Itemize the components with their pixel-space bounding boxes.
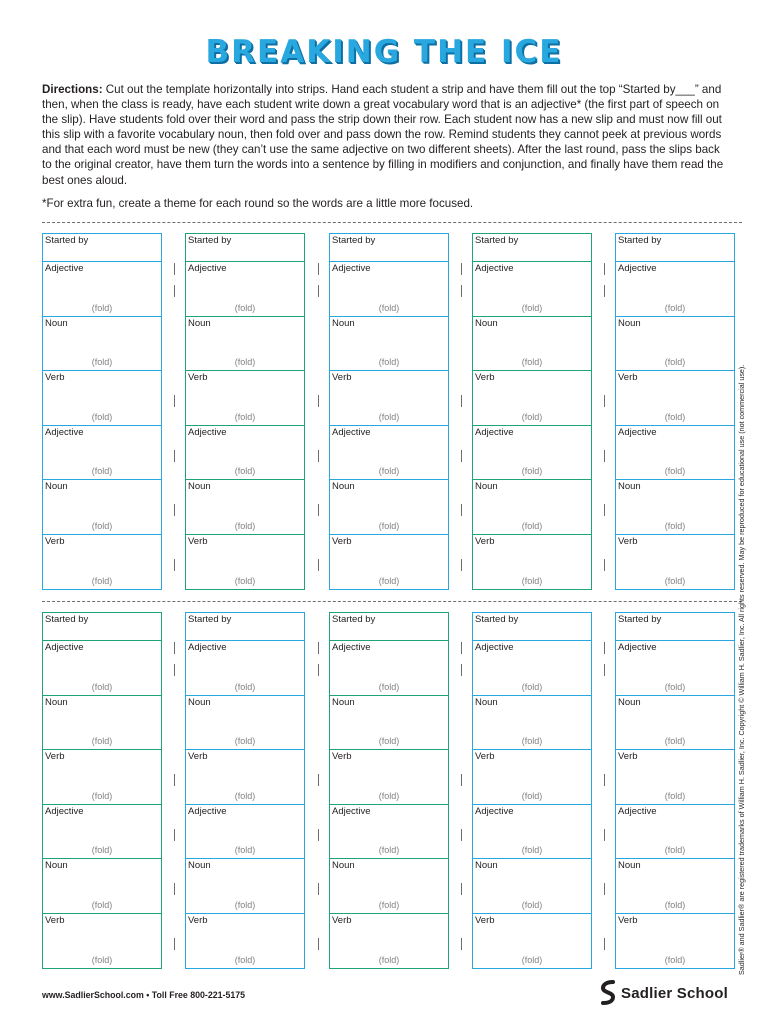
vertical-cut-mark (604, 450, 605, 462)
fold-label: (fold) (664, 357, 686, 367)
word-cell-label: Noun (332, 696, 355, 708)
word-cell-verb[interactable] (330, 914, 448, 969)
word-cell-noun[interactable] (43, 480, 161, 535)
word-cell-verb[interactable] (473, 750, 591, 805)
word-cell-verb[interactable] (330, 750, 448, 805)
word-cell-verb[interactable] (473, 914, 591, 969)
vocab-strip (615, 612, 735, 969)
vocab-strip (185, 233, 305, 590)
word-cell-noun[interactable] (330, 317, 448, 372)
vertical-cut-mark (461, 263, 462, 275)
fold-label: (fold) (91, 955, 113, 965)
fold-label: (fold) (234, 845, 256, 855)
vertical-cut-mark (604, 263, 605, 275)
fold-label: (fold) (91, 302, 113, 313)
word-cell-label: Noun (45, 481, 68, 492)
vertical-cut-mark (604, 938, 605, 950)
fold-label: (fold) (521, 520, 543, 531)
word-cell-label: Adjective (188, 642, 227, 653)
vertical-cut-mark (604, 829, 605, 841)
word-cell-adjective[interactable] (473, 426, 591, 481)
vertical-cut-mark (461, 642, 462, 654)
fold-label: (fold) (91, 466, 113, 476)
word-cell-noun[interactable] (616, 317, 734, 372)
word-cell-adjective[interactable] (330, 426, 448, 481)
fold-label: (fold) (521, 466, 543, 476)
fold-label: (fold) (664, 899, 686, 910)
word-cell-verb[interactable] (186, 914, 304, 969)
fold-label: (fold) (664, 520, 686, 531)
vertical-cut-mark (318, 664, 319, 676)
cut-line-middle (42, 601, 742, 602)
fold-label: (fold) (378, 576, 400, 586)
vertical-cut-mark (604, 395, 605, 407)
vertical-cut-mark (318, 774, 319, 786)
word-cell-verb[interactable] (616, 914, 734, 969)
word-cell-adjective[interactable] (330, 805, 448, 860)
word-cell-label: Verb (188, 751, 208, 762)
vertical-cut-mark (174, 938, 175, 950)
fold-label: (fold) (234, 302, 256, 313)
word-cell-adjective[interactable] (616, 805, 734, 860)
word-cell-label: Verb (188, 372, 208, 383)
word-cell-noun[interactable] (473, 696, 591, 751)
word-cell-adjective[interactable] (330, 641, 448, 696)
vertical-cut-mark (461, 395, 462, 407)
vertical-cut-mark (461, 285, 462, 297)
vocab-strip (185, 612, 305, 969)
fold-label: (fold) (378, 955, 400, 965)
word-cell-adjective[interactable] (473, 805, 591, 860)
vertical-cut-mark (174, 883, 175, 895)
word-cell-label: Verb (618, 914, 638, 926)
word-cell-adjective[interactable] (186, 426, 304, 481)
fold-label: (fold) (521, 899, 543, 910)
word-cell-label: Adjective (45, 426, 84, 438)
vertical-cut-mark (461, 504, 462, 516)
word-cell-noun[interactable] (616, 859, 734, 914)
word-cell-adjective[interactable] (616, 641, 734, 696)
vertical-cut-mark (318, 559, 319, 571)
word-cell-verb[interactable] (43, 750, 161, 805)
word-cell-label: Adjective (332, 263, 371, 274)
fold-label: (fold) (234, 411, 256, 422)
extra-fun-note: *For extra fun, create a theme for each round so the words are a little more focused. (42, 197, 474, 210)
vertical-cut-mark (174, 774, 175, 786)
word-cell-label: Verb (618, 535, 638, 547)
fold-label: (fold) (378, 790, 400, 801)
fold-label: (fold) (521, 411, 543, 422)
word-cell-label: Verb (475, 372, 495, 383)
fold-label: (fold) (91, 790, 113, 801)
word-cell-label: Noun (188, 860, 211, 871)
word-cell-verb[interactable] (43, 535, 161, 590)
vertical-cut-mark (604, 504, 605, 516)
sadlier-logo (600, 980, 728, 1006)
word-cell-label: Adjective (332, 426, 371, 438)
started-by-cell[interactable] (330, 613, 448, 641)
word-cell-adjective[interactable] (186, 641, 304, 696)
fold-label: (fold) (378, 302, 400, 313)
word-cell-label: Adjective (45, 642, 84, 653)
word-cell-label: Verb (188, 535, 208, 547)
word-cell-label: Adjective (618, 426, 657, 438)
word-cell-adjective[interactable] (473, 641, 591, 696)
word-cell-adjective[interactable] (186, 805, 304, 860)
fold-label: (fold) (664, 466, 686, 476)
fold-label: (fold) (234, 899, 256, 910)
vocab-strip (329, 233, 449, 590)
vocab-strip (329, 612, 449, 969)
fold-label: (fold) (664, 576, 686, 586)
started-by-cell[interactable] (616, 613, 734, 641)
word-cell-label: Verb (618, 372, 638, 383)
vertical-cut-mark (461, 559, 462, 571)
word-cell-label: Verb (45, 751, 65, 762)
started-by-label: Started by (475, 614, 519, 625)
started-by-cell[interactable] (186, 234, 304, 262)
word-cell-adjective[interactable] (616, 426, 734, 481)
word-cell-verb[interactable] (43, 914, 161, 969)
fold-label: (fold) (521, 845, 543, 855)
vocab-strip (615, 233, 735, 590)
fold-label: (fold) (378, 520, 400, 531)
word-cell-label: Adjective (332, 805, 371, 817)
vocab-strip (42, 233, 162, 590)
word-cell-noun[interactable] (43, 859, 161, 914)
vertical-cut-mark (604, 664, 605, 676)
fold-label: (fold) (91, 357, 113, 367)
started-by-cell[interactable] (186, 613, 304, 641)
word-cell-adjective[interactable] (43, 805, 161, 860)
vertical-cut-mark (174, 263, 175, 275)
fold-label: (fold) (664, 302, 686, 313)
fold-label: (fold) (234, 466, 256, 476)
word-cell-label: Verb (45, 372, 65, 383)
started-by-cell[interactable] (616, 234, 734, 262)
fold-label: (fold) (378, 357, 400, 367)
word-cell-noun[interactable] (330, 859, 448, 914)
word-cell-label: Noun (45, 317, 68, 329)
fold-label: (fold) (91, 681, 113, 692)
vertical-cut-mark (174, 642, 175, 654)
vocab-strip (42, 612, 162, 969)
word-cell-label: Noun (332, 317, 355, 329)
word-cell-label: Adjective (475, 426, 514, 438)
vertical-cut-mark (318, 285, 319, 297)
fold-label: (fold) (378, 681, 400, 692)
page-title: BREAKING THE ICE (205, 34, 563, 70)
word-cell-adjective[interactable] (616, 262, 734, 317)
word-cell-noun[interactable] (43, 696, 161, 751)
word-cell-label: Noun (188, 317, 211, 329)
word-cell-verb[interactable] (616, 750, 734, 805)
word-cell-label: Noun (188, 696, 211, 708)
word-cell-label: Adjective (188, 263, 227, 274)
word-cell-verb[interactable] (186, 750, 304, 805)
word-cell-adjective[interactable] (43, 426, 161, 481)
directions-paragraph (42, 82, 732, 188)
word-cell-noun[interactable] (473, 480, 591, 535)
fold-label: (fold) (378, 411, 400, 422)
vertical-cut-mark (604, 642, 605, 654)
started-by-label: Started by (618, 235, 662, 246)
fold-label: (fold) (234, 955, 256, 965)
footer-contact[interactable]: www.SadlierSchool.com • Toll Free 800-221-5175 (42, 990, 246, 1000)
vertical-cut-mark (318, 504, 319, 516)
started-by-cell[interactable] (43, 613, 161, 641)
word-cell-label: Noun (618, 860, 641, 871)
started-by-label: Started by (188, 235, 232, 246)
vertical-cut-mark (461, 938, 462, 950)
word-cell-label: Adjective (188, 426, 227, 438)
word-cell-verb[interactable] (616, 535, 734, 590)
fold-label: (fold) (521, 681, 543, 692)
word-cell-noun[interactable] (330, 696, 448, 751)
word-cell-noun[interactable] (186, 859, 304, 914)
fold-label: (fold) (91, 899, 113, 910)
word-cell-label: Noun (332, 860, 355, 871)
vertical-cut-mark (461, 774, 462, 786)
word-cell-noun[interactable] (616, 696, 734, 751)
fold-label: (fold) (664, 736, 686, 746)
started-by-label: Started by (332, 235, 376, 246)
word-cell-verb[interactable] (186, 371, 304, 426)
word-cell-label: Noun (475, 317, 498, 329)
fold-label: (fold) (521, 790, 543, 801)
fold-label: (fold) (91, 411, 113, 422)
fold-label: (fold) (521, 357, 543, 367)
vertical-cut-mark (318, 263, 319, 275)
word-cell-noun[interactable] (473, 859, 591, 914)
vertical-cut-mark (318, 938, 319, 950)
fold-label: (fold) (521, 302, 543, 313)
word-cell-label: Adjective (45, 263, 84, 274)
vertical-cut-mark (604, 883, 605, 895)
fold-label: (fold) (664, 681, 686, 692)
word-cell-verb[interactable] (616, 371, 734, 426)
fold-label: (fold) (378, 899, 400, 910)
word-cell-verb[interactable] (473, 535, 591, 590)
word-cell-label: Adjective (475, 642, 514, 653)
vertical-cut-mark (318, 450, 319, 462)
word-cell-label: Adjective (618, 263, 657, 274)
vertical-cut-mark (174, 664, 175, 676)
started-by-label: Started by (45, 235, 89, 246)
started-by-cell[interactable] (43, 234, 161, 262)
word-cell-label: Verb (618, 751, 638, 762)
word-cell-noun[interactable] (186, 696, 304, 751)
vertical-cut-mark (461, 883, 462, 895)
started-by-label: Started by (188, 614, 232, 625)
word-cell-verb[interactable] (330, 535, 448, 590)
vertical-cut-mark (461, 829, 462, 841)
word-cell-label: Adjective (332, 642, 371, 653)
fold-label: (fold) (234, 681, 256, 692)
word-cell-adjective[interactable] (330, 262, 448, 317)
word-cell-label: Verb (475, 914, 495, 926)
fold-label: (fold) (378, 736, 400, 746)
vertical-cut-mark (174, 450, 175, 462)
fold-label: (fold) (664, 845, 686, 855)
word-cell-label: Adjective (188, 805, 227, 817)
word-cell-adjective[interactable] (186, 262, 304, 317)
vocab-strip (472, 233, 592, 590)
word-cell-noun[interactable] (43, 317, 161, 372)
sadlier-logo-text: Sadlier School (621, 984, 728, 1002)
fold-label: (fold) (91, 576, 113, 586)
fold-label: (fold) (521, 576, 543, 586)
vertical-cut-mark (174, 504, 175, 516)
vertical-cut-mark (174, 559, 175, 571)
vocab-strip (472, 612, 592, 969)
word-cell-noun[interactable] (186, 480, 304, 535)
fold-label: (fold) (664, 955, 686, 965)
fold-label: (fold) (378, 845, 400, 855)
started-by-cell[interactable] (473, 234, 591, 262)
started-by-label: Started by (475, 235, 519, 246)
fold-label: (fold) (234, 576, 256, 586)
word-cell-adjective[interactable] (473, 262, 591, 317)
fold-label: (fold) (521, 955, 543, 965)
word-cell-label: Noun (475, 860, 498, 871)
vertical-cut-mark (318, 829, 319, 841)
word-cell-adjective[interactable] (43, 262, 161, 317)
fold-label: (fold) (378, 466, 400, 476)
word-cell-label: Noun (45, 860, 68, 871)
word-cell-verb[interactable] (43, 371, 161, 426)
word-cell-label: Adjective (475, 805, 514, 817)
vertical-cut-mark (604, 285, 605, 297)
vertical-cut-mark (604, 774, 605, 786)
fold-label: (fold) (91, 845, 113, 855)
vertical-cut-mark (174, 395, 175, 407)
word-cell-verb[interactable] (186, 535, 304, 590)
word-cell-label: Noun (618, 481, 641, 492)
word-cell-label: Verb (475, 535, 495, 547)
word-cell-label: Verb (45, 535, 65, 547)
word-cell-label: Adjective (618, 805, 657, 817)
word-cell-adjective[interactable] (43, 641, 161, 696)
cut-line-top (42, 222, 742, 223)
word-cell-verb[interactable] (473, 371, 591, 426)
word-cell-verb[interactable] (330, 371, 448, 426)
vertical-cut-mark (461, 450, 462, 462)
vertical-cut-mark (174, 285, 175, 297)
fold-label: (fold) (521, 736, 543, 746)
word-cell-label: Noun (618, 696, 641, 708)
fold-label: (fold) (91, 520, 113, 531)
started-by-label: Started by (45, 614, 89, 625)
fold-label: (fold) (234, 790, 256, 801)
vertical-cut-mark (461, 664, 462, 676)
word-cell-label: Adjective (45, 805, 84, 817)
vertical-cut-mark (318, 642, 319, 654)
fold-label: (fold) (234, 736, 256, 746)
word-cell-label: Verb (332, 372, 352, 383)
word-cell-label: Noun (45, 696, 68, 708)
started-by-cell[interactable] (473, 613, 591, 641)
directions-label: Directions: (42, 83, 103, 96)
word-cell-label: Adjective (475, 263, 514, 274)
word-cell-label: Noun (475, 481, 498, 492)
vertical-cut-mark (318, 395, 319, 407)
word-cell-noun[interactable] (616, 480, 734, 535)
fold-label: (fold) (234, 357, 256, 367)
word-cell-label: Noun (332, 481, 355, 492)
directions-text: Cut out the template horizontally into strips. Hand each student a strip and have them fill out the top “Started by___” and then, when the class is ready, have each student write down a great vocabulary word that is an adjective* (the first part of speech on the slip). Have students fold over their word and pass the strip down their row. Each student now has a new slip and must now fill out this slip with a favorite vocabulary noun, then fold over and pass down the row. Remind students they cannot peek at previous words and that each word must be new (they can’t use the same adjective on two different sheets). After the last round, pass the slips back to the original creator, have them turn the words into a sentence by filling in modifiers and conjunction, and finally have them read the best ones aloud. (42, 83, 724, 187)
fold-label: (fold) (91, 736, 113, 746)
word-cell-noun[interactable] (473, 317, 591, 372)
fold-label: (fold) (664, 790, 686, 801)
sadlier-logo-icon (600, 980, 616, 1006)
word-cell-label: Noun (188, 481, 211, 492)
fold-label: (fold) (664, 411, 686, 422)
word-cell-label: Verb (332, 535, 352, 547)
fold-label: (fold) (234, 520, 256, 531)
word-cell-label: Noun (475, 696, 498, 708)
word-cell-label: Adjective (618, 642, 657, 653)
word-cell-label: Verb (332, 751, 352, 762)
copyright-notice: Sadlier® and Sadlier® are registered trademarks of William H. Sadlier, Inc. Copyright © William H. Sadlier, Inc. All rights reserved. May be reproduced for educational use (not commercial use). (737, 364, 746, 975)
started-by-label: Started by (332, 614, 376, 625)
vertical-cut-mark (174, 829, 175, 841)
word-cell-label: Verb (475, 751, 495, 762)
word-cell-noun[interactable] (186, 317, 304, 372)
word-cell-noun[interactable] (330, 480, 448, 535)
word-cell-label: Verb (188, 914, 208, 926)
word-cell-label: Verb (332, 914, 352, 926)
word-cell-label: Verb (45, 914, 65, 926)
word-cell-label: Noun (618, 317, 641, 329)
started-by-label: Started by (618, 614, 662, 625)
started-by-cell[interactable] (330, 234, 448, 262)
vertical-cut-mark (318, 883, 319, 895)
vertical-cut-mark (604, 559, 605, 571)
